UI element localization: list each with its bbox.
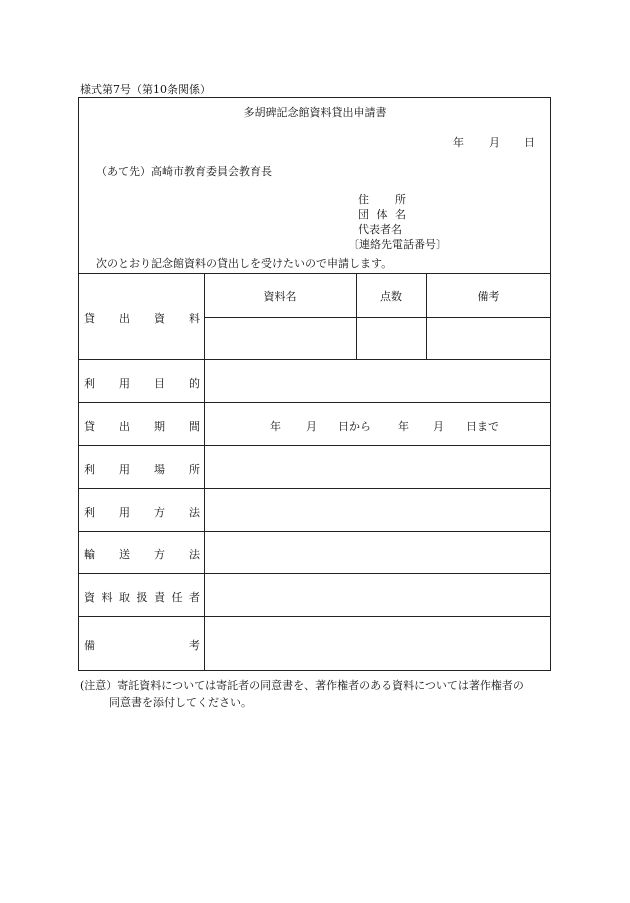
date-day: 日 xyxy=(524,136,535,149)
row-divider-4 xyxy=(78,488,551,489)
row-label-purpose: 利 用 目 的 xyxy=(84,377,200,390)
representative-label: 代表者名 xyxy=(358,223,402,236)
quantity-column-divider xyxy=(356,273,357,359)
table-label-divider xyxy=(204,273,205,671)
contact-label: 〔連絡先電話番号〕 xyxy=(348,238,447,251)
addressee: （あて先）高崎市教育委員会教育長 xyxy=(96,165,272,178)
document-title: 多胡碑記念館資料貸出申請書 xyxy=(243,106,387,119)
row-label-remarks: 備 考 xyxy=(84,639,200,652)
loan-period-end-year: 年 xyxy=(398,420,409,433)
loan-period-start-year: 年 xyxy=(270,420,281,433)
row-label-person-in-charge: 資 料 取 扱 責 任 者 xyxy=(84,591,200,604)
column-quantity: 点数 xyxy=(380,290,402,303)
note-line-2: 同意書を添付してください。 xyxy=(109,696,252,709)
row-label-loan-items: 貸 出 資 料 xyxy=(84,312,200,325)
date-year: 年 xyxy=(453,136,464,149)
loan-period-end-day: 日まで xyxy=(466,420,499,433)
form-number: 様式第7号（第10条関係） xyxy=(80,83,211,96)
address-label: 住 所 xyxy=(358,193,406,206)
column-remarks: 備考 xyxy=(477,290,500,303)
row-divider-3 xyxy=(78,445,551,446)
loan-period-end-month: 月 xyxy=(433,420,444,433)
row-label-transport-method: 輸 送 方 法 xyxy=(84,548,200,561)
application-statement: 次のとおり記念館資料の貸出しを受けたいので申請します。 xyxy=(96,257,393,270)
row-divider-7 xyxy=(78,616,551,617)
loan-period-start-month: 月 xyxy=(306,420,317,433)
remarks-column-divider xyxy=(426,273,427,359)
row-label-method-of-use: 利 用 方 法 xyxy=(84,506,200,519)
table-top-border xyxy=(78,273,551,274)
column-item-name: 資料名 xyxy=(263,290,297,303)
row-divider-2 xyxy=(78,402,551,403)
note-line-1: (注意）寄託資料については寄託者の同意書を、著作権者のある資料については著作権者の xyxy=(80,679,524,692)
row-divider-1 xyxy=(78,359,551,360)
group-name-label: 団 体 名 xyxy=(358,208,406,221)
row-divider-5 xyxy=(78,531,551,532)
row-divider-6 xyxy=(78,573,551,574)
loan-period-start-day: 日から xyxy=(338,420,371,433)
row-label-place-of-use: 利 用 場 所 xyxy=(84,463,200,476)
date-month: 月 xyxy=(489,136,500,149)
row-label-loan-period: 貸 出 期 間 xyxy=(84,420,200,433)
loan-items-header-divider xyxy=(204,317,551,318)
